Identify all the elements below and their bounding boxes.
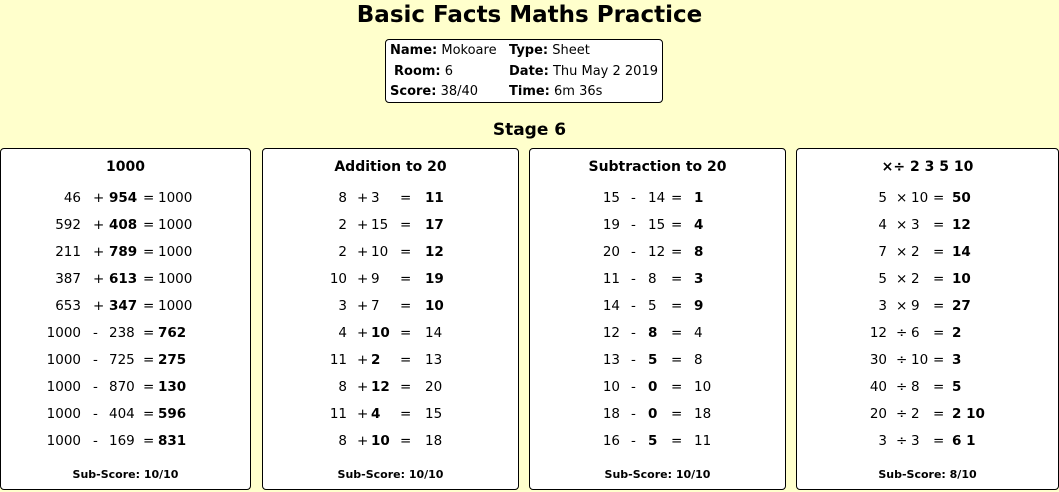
equals-sign: = — [143, 298, 155, 314]
question-row — [263, 404, 518, 424]
operand-b: 9 — [911, 298, 920, 314]
operand-a: 12 — [869, 325, 887, 341]
question-panel — [0, 148, 251, 490]
operand-a: 12 — [602, 325, 620, 341]
equals-sign: = — [143, 379, 155, 395]
operator: ÷ — [896, 406, 908, 422]
operand-a: 653 — [55, 298, 81, 314]
operator: + — [357, 325, 369, 341]
operand-b: 3 — [911, 217, 920, 233]
operand-b: 10 — [371, 433, 390, 449]
question-panel — [529, 148, 786, 490]
operator: - — [631, 406, 636, 422]
question-row — [1, 269, 250, 289]
result: 596 — [158, 406, 187, 422]
operand-a: 1000 — [46, 379, 81, 395]
equals-sign: = — [933, 217, 945, 233]
equals-sign: = — [933, 406, 945, 422]
operand-a: 2 — [338, 244, 347, 260]
operator: - — [631, 190, 636, 206]
operand-b: 8 — [911, 379, 920, 395]
operand-b: 2 — [911, 406, 920, 422]
operand-b: 613 — [109, 271, 138, 287]
operand-b: 0 — [648, 406, 658, 422]
time-label: Time: — [509, 84, 550, 99]
panel-title: Subtraction to 20 — [588, 159, 727, 175]
score-label: Score: — [390, 84, 437, 99]
operand-b: 12 — [371, 379, 390, 395]
question-row — [797, 377, 1058, 397]
result: 6 1 — [952, 433, 976, 449]
time-value: 6m 36s — [554, 84, 603, 99]
result: 9 — [694, 298, 704, 314]
operator: + — [357, 298, 369, 314]
question-row — [797, 269, 1058, 289]
operator: ÷ — [896, 433, 908, 449]
operand-a: 7 — [878, 244, 887, 260]
question-row — [1, 242, 250, 262]
operand-b: 10 — [911, 352, 929, 368]
operator: - — [93, 325, 98, 341]
equals-sign: = — [671, 298, 683, 314]
operand-b: 5 — [648, 433, 658, 449]
equals-sign: = — [143, 271, 155, 287]
operand-b: 2 — [911, 244, 920, 260]
student-info-box — [385, 39, 663, 103]
question-panel — [262, 148, 519, 490]
operator: + — [93, 217, 105, 233]
operand-a: 10 — [602, 379, 620, 395]
operand-b: 12 — [648, 244, 666, 260]
result: 130 — [158, 379, 187, 395]
question-row — [530, 242, 785, 262]
operand-a: 1000 — [46, 406, 81, 422]
equals-sign: = — [671, 271, 683, 287]
type-value: Sheet — [552, 43, 590, 58]
result: 14 — [425, 325, 443, 341]
question-row — [797, 323, 1058, 343]
equals-sign: = — [671, 217, 683, 233]
result: 11 — [425, 190, 444, 206]
operand-a: 10 — [329, 271, 347, 287]
result: 10 — [694, 379, 712, 395]
question-row — [530, 377, 785, 397]
equals-sign: = — [671, 325, 683, 341]
operator: + — [357, 379, 369, 395]
equals-sign: = — [671, 379, 683, 395]
room-label: Room: — [394, 64, 441, 79]
operand-a: 592 — [55, 217, 81, 233]
question-row — [797, 296, 1058, 316]
operand-a: 11 — [602, 271, 620, 287]
question-row — [1, 377, 250, 397]
result: 18 — [694, 406, 712, 422]
name-row — [390, 42, 497, 60]
equals-sign: = — [400, 190, 412, 206]
result: 12 — [952, 217, 971, 233]
operand-a: 20 — [869, 406, 887, 422]
stage-title: Stage 6 — [492, 120, 567, 140]
operand-b: 4 — [371, 406, 381, 422]
equals-sign: = — [933, 298, 945, 314]
equals-sign: = — [933, 325, 945, 341]
result: 18 — [425, 433, 443, 449]
operand-b: 954 — [109, 190, 138, 206]
question-row — [263, 215, 518, 235]
operator: ÷ — [896, 325, 908, 341]
sub-score: Sub-Score: 8/10 — [878, 468, 977, 481]
result: 11 — [694, 433, 712, 449]
equals-sign: = — [933, 352, 945, 368]
operand-a: 3 — [878, 298, 887, 314]
question-row — [530, 350, 785, 370]
operand-b: 0 — [648, 379, 658, 395]
question-row — [797, 431, 1058, 451]
date-row — [509, 63, 658, 81]
score-value: 38/40 — [440, 84, 479, 99]
equals-sign: = — [400, 352, 412, 368]
result: 2 — [952, 325, 962, 341]
equals-sign: = — [671, 352, 683, 368]
operand-b: 789 — [109, 244, 138, 260]
operator: - — [93, 406, 98, 422]
operand-b: 14 — [648, 190, 666, 206]
operand-b: 2 — [911, 271, 920, 287]
result: 275 — [158, 352, 187, 368]
question-row — [797, 350, 1058, 370]
operator: - — [631, 271, 636, 287]
equals-sign: = — [143, 190, 155, 206]
operator: + — [357, 244, 369, 260]
operand-b: 725 — [109, 352, 135, 368]
operator: × — [896, 244, 908, 260]
operand-a: 211 — [55, 244, 81, 260]
operator: - — [93, 379, 98, 395]
operand-a: 4 — [878, 217, 887, 233]
operand-a: 13 — [602, 352, 620, 368]
operand-a: 16 — [602, 433, 620, 449]
question-row — [797, 215, 1058, 235]
result: 1000 — [158, 298, 193, 314]
operand-a: 11 — [329, 352, 347, 368]
operator: × — [896, 217, 908, 233]
result: 831 — [158, 433, 187, 449]
operand-a: 1000 — [46, 325, 81, 341]
result: 1000 — [158, 271, 193, 287]
equals-sign: = — [933, 379, 945, 395]
operator: × — [896, 190, 908, 206]
operator: - — [631, 244, 636, 260]
equals-sign: = — [143, 406, 155, 422]
operand-b: 10 — [371, 244, 389, 260]
result: 12 — [425, 244, 444, 260]
question-row — [530, 188, 785, 208]
operand-b: 15 — [648, 217, 666, 233]
equals-sign: = — [671, 406, 683, 422]
operator: × — [896, 298, 908, 314]
room-value: 6 — [444, 64, 454, 79]
result: 19 — [425, 271, 444, 287]
equals-sign: = — [400, 433, 412, 449]
question-row — [1, 215, 250, 235]
operand-a: 20 — [602, 244, 620, 260]
operator: - — [631, 298, 636, 314]
question-row — [797, 188, 1058, 208]
result: 17 — [425, 217, 444, 233]
question-row — [1, 404, 250, 424]
equals-sign: = — [400, 298, 412, 314]
result: 762 — [158, 325, 187, 341]
operator: + — [357, 217, 369, 233]
result: 1000 — [158, 217, 193, 233]
result: 50 — [952, 190, 971, 206]
operator: - — [631, 217, 636, 233]
equals-sign: = — [671, 244, 683, 260]
date-value: Thu May 2 2019 — [552, 64, 658, 79]
operand-a: 3 — [878, 433, 887, 449]
question-panel — [796, 148, 1059, 490]
result: 1000 — [158, 244, 193, 260]
result: 4 — [694, 217, 704, 233]
question-row — [530, 404, 785, 424]
operand-a: 2 — [338, 217, 347, 233]
question-row — [263, 377, 518, 397]
result: 1 — [694, 190, 704, 206]
operand-b: 10 — [911, 190, 929, 206]
operand-a: 1000 — [46, 433, 81, 449]
operator: ÷ — [896, 352, 908, 368]
equals-sign: = — [143, 244, 155, 260]
result: 3 — [694, 271, 704, 287]
operand-b: 15 — [371, 217, 389, 233]
operator: - — [93, 433, 98, 449]
question-row — [530, 323, 785, 343]
question-row — [1, 323, 250, 343]
operand-b: 404 — [109, 406, 135, 422]
room-row — [394, 63, 453, 81]
operand-b: 238 — [109, 325, 135, 341]
operand-b: 8 — [648, 325, 658, 341]
equals-sign: = — [933, 271, 945, 287]
question-row — [263, 242, 518, 262]
operand-a: 5 — [878, 190, 887, 206]
operand-b: 870 — [109, 379, 135, 395]
question-row — [1, 296, 250, 316]
result: 1000 — [158, 190, 193, 206]
operator: - — [631, 433, 636, 449]
operator: + — [93, 244, 105, 260]
equals-sign: = — [400, 244, 412, 260]
question-row — [530, 296, 785, 316]
operand-b: 10 — [371, 325, 390, 341]
equals-sign: = — [933, 433, 945, 449]
operand-b: 2 — [371, 352, 381, 368]
operand-a: 18 — [602, 406, 620, 422]
operand-b: 3 — [911, 433, 920, 449]
sub-score: Sub-Score: 10/10 — [337, 468, 444, 481]
type-label: Type: — [509, 43, 549, 58]
result: 8 — [694, 244, 704, 260]
result: 27 — [952, 298, 971, 314]
question-row — [1, 188, 250, 208]
operator: ÷ — [896, 379, 908, 395]
equals-sign: = — [400, 271, 412, 287]
sub-score: Sub-Score: 10/10 — [604, 468, 711, 481]
equals-sign: = — [933, 244, 945, 260]
operand-b: 9 — [371, 271, 380, 287]
time-row — [509, 83, 602, 101]
equals-sign: = — [933, 190, 945, 206]
result: 3 — [952, 352, 962, 368]
panel-title: ×÷ 2 3 5 10 — [881, 159, 974, 175]
operand-b: 8 — [648, 271, 657, 287]
operator: - — [93, 352, 98, 368]
operand-b: 5 — [648, 352, 658, 368]
result: 2 10 — [952, 406, 985, 422]
question-row — [263, 323, 518, 343]
operator: - — [631, 352, 636, 368]
operand-b: 347 — [109, 298, 138, 314]
operator: + — [357, 190, 369, 206]
score-row — [390, 83, 478, 101]
operand-a: 3 — [338, 298, 347, 314]
result: 13 — [425, 352, 443, 368]
question-row — [263, 431, 518, 451]
name-label: Name: — [390, 43, 438, 58]
question-row — [263, 188, 518, 208]
equals-sign: = — [400, 325, 412, 341]
operand-b: 169 — [109, 433, 135, 449]
operator: + — [357, 406, 369, 422]
result: 10 — [425, 298, 444, 314]
operand-b: 7 — [371, 298, 380, 314]
operator: + — [357, 271, 369, 287]
panel-title: Addition to 20 — [334, 159, 447, 175]
equals-sign: = — [671, 433, 683, 449]
result: 5 — [952, 379, 962, 395]
result: 14 — [952, 244, 971, 260]
equals-sign: = — [400, 379, 412, 395]
operand-b: 5 — [648, 298, 657, 314]
operator: - — [631, 325, 636, 341]
operand-a: 14 — [602, 298, 620, 314]
equals-sign: = — [143, 325, 155, 341]
operand-a: 15 — [602, 190, 620, 206]
question-row — [530, 269, 785, 289]
equals-sign: = — [143, 217, 155, 233]
equals-sign: = — [400, 217, 412, 233]
operand-b: 408 — [109, 217, 138, 233]
operator: + — [93, 190, 105, 206]
operator: + — [93, 271, 105, 287]
operator: × — [896, 271, 908, 287]
question-row — [263, 269, 518, 289]
equals-sign: = — [400, 406, 412, 422]
operator: + — [93, 298, 105, 314]
result: 4 — [694, 325, 703, 341]
equals-sign: = — [143, 352, 155, 368]
operator: + — [357, 352, 369, 368]
operand-b: 3 — [371, 190, 380, 206]
operand-a: 5 — [878, 271, 887, 287]
type-row — [509, 42, 590, 60]
result: 8 — [694, 352, 703, 368]
operand-a: 8 — [338, 379, 347, 395]
question-row — [797, 242, 1058, 262]
equals-sign: = — [671, 190, 683, 206]
question-row — [263, 296, 518, 316]
operand-a: 4 — [338, 325, 347, 341]
result: 15 — [425, 406, 443, 422]
operand-a: 8 — [338, 433, 347, 449]
page-title: Basic Facts Maths Practice — [356, 2, 703, 28]
date-label: Date: — [509, 64, 549, 79]
operand-a: 40 — [869, 379, 887, 395]
sub-score: Sub-Score: 10/10 — [72, 468, 179, 481]
operand-b: 6 — [911, 325, 920, 341]
name-value: Mokoare — [441, 43, 497, 58]
question-row — [530, 215, 785, 235]
operand-a: 1000 — [46, 352, 81, 368]
result: 10 — [952, 271, 971, 287]
panel-title: 1000 — [106, 159, 145, 175]
question-row — [263, 350, 518, 370]
operand-a: 30 — [869, 352, 887, 368]
operand-a: 8 — [338, 190, 347, 206]
result: 20 — [425, 379, 443, 395]
operand-a: 46 — [63, 190, 81, 206]
operator: - — [631, 379, 636, 395]
operand-a: 387 — [55, 271, 81, 287]
operand-a: 19 — [602, 217, 620, 233]
equals-sign: = — [143, 433, 155, 449]
question-row — [797, 404, 1058, 424]
operand-a: 11 — [329, 406, 347, 422]
operator: + — [357, 433, 369, 449]
question-row — [1, 431, 250, 451]
question-row — [530, 431, 785, 451]
question-row — [1, 350, 250, 370]
